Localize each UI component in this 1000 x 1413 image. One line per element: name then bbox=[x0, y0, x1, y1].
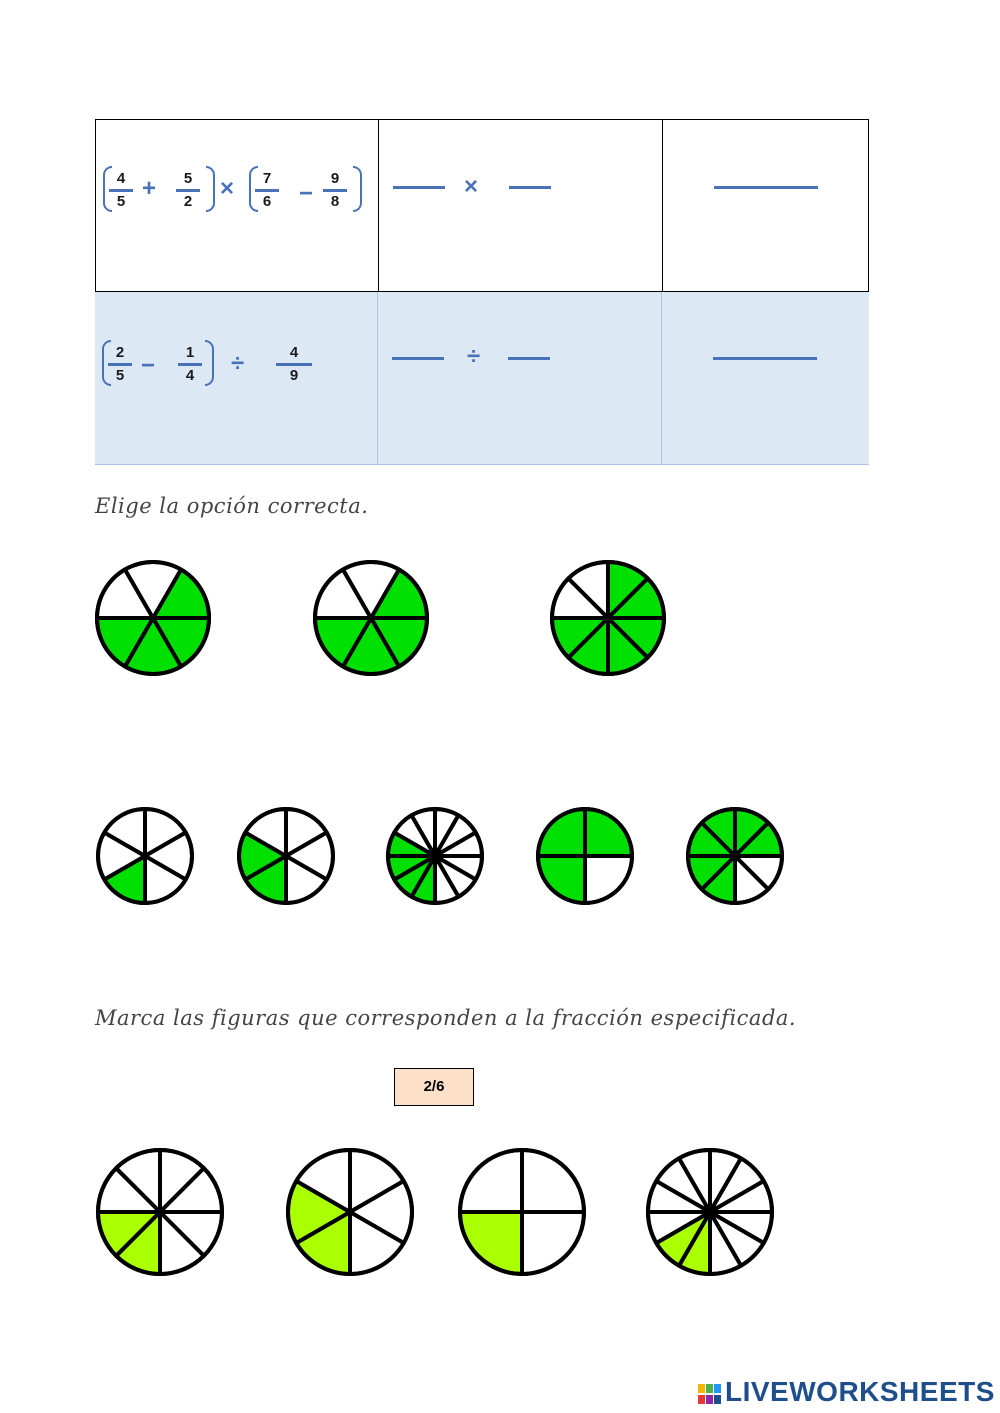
numerator: 1 bbox=[185, 344, 195, 361]
fraction-pie-top[interactable] bbox=[315, 562, 427, 674]
plus-operator: + bbox=[142, 175, 157, 202]
fraction-pie-top[interactable] bbox=[552, 562, 664, 674]
minus-operator: − bbox=[299, 180, 314, 207]
instruction-choose: Elige la opción correcta. bbox=[95, 494, 369, 518]
instruction-mark: Marca las figuras que corresponden a la fracción especificada. bbox=[95, 1006, 797, 1030]
target-fraction-box: 2/6 bbox=[394, 1068, 474, 1106]
fraction-pie-mark[interactable] bbox=[648, 1150, 772, 1274]
times-operator: × bbox=[220, 175, 235, 202]
denominator: 5 bbox=[116, 193, 126, 210]
minus-operator: − bbox=[141, 352, 156, 379]
divide-operator: ÷ bbox=[231, 350, 245, 377]
fraction-pie-mark[interactable] bbox=[288, 1150, 412, 1274]
fraction-pie-top[interactable] bbox=[97, 562, 209, 674]
fraction-pie-option[interactable] bbox=[239, 809, 333, 903]
denominator: 4 bbox=[185, 367, 195, 384]
numerator: 9 bbox=[330, 170, 340, 187]
denominator: 6 bbox=[262, 193, 272, 210]
numerator: 2 bbox=[115, 344, 125, 361]
fraction-pie-option[interactable] bbox=[388, 809, 482, 903]
fraction-pie-mark[interactable] bbox=[460, 1150, 584, 1274]
fraction-pie-mark[interactable] bbox=[98, 1150, 222, 1274]
times-operator: × bbox=[464, 173, 479, 200]
numerator: 5 bbox=[183, 170, 193, 187]
fraction-pie-option[interactable] bbox=[538, 809, 632, 903]
liveworksheets-logo bbox=[697, 1376, 995, 1408]
divide-operator: ÷ bbox=[467, 343, 481, 370]
denominator: 9 bbox=[289, 367, 299, 384]
denominator: 8 bbox=[330, 193, 340, 210]
liveworksheets-logo-icon bbox=[697, 1383, 723, 1405]
logo-text: LIVEWORKSHEETS bbox=[725, 1376, 995, 1407]
denominator: 5 bbox=[115, 367, 125, 384]
numerator: 4 bbox=[289, 344, 299, 361]
fraction-pie-option[interactable] bbox=[688, 809, 782, 903]
numerator: 7 bbox=[262, 170, 272, 187]
fraction-pie-option[interactable] bbox=[98, 809, 192, 903]
numerator: 4 bbox=[116, 170, 126, 187]
denominator: 2 bbox=[183, 193, 193, 210]
